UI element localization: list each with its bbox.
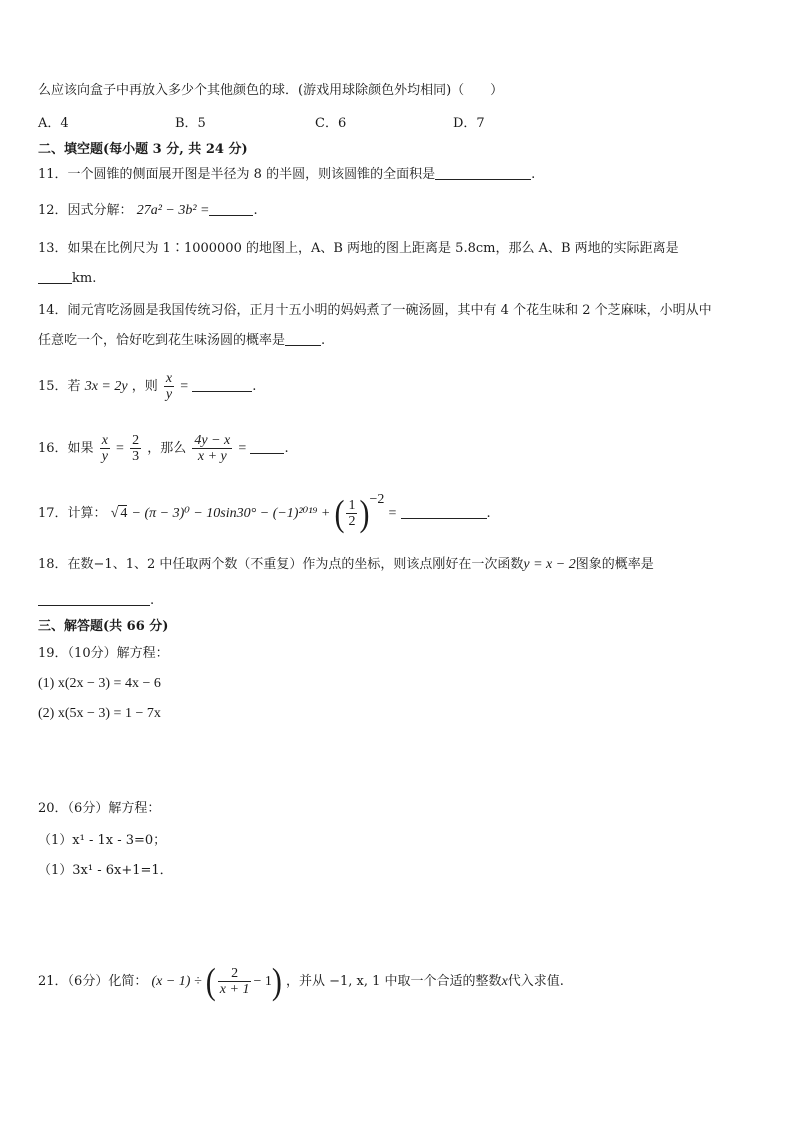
question-21: 21．（6分）化简： (x − 1) ÷ ( $\frac{2}{x + 1}$ − 1) ，并从 −1, x, 1 中取一个合适的整数x代入求值. [38,960,564,1002]
answer-blank [38,593,150,606]
option-c: C．6 [315,116,347,131]
section-2-title: 二、填空题(每小题 3 分, 共 24 分) [38,142,248,157]
question-18-line-1: 18．在数−1、1、2 中任取两个数（不重复）作为点的坐标，则该点刚好在一次函数y = x − 2图象的概率是 [38,557,654,572]
option-d: D．7 [453,116,485,131]
answer-blank [401,506,487,519]
question-19-equation-2: (2) x(5x − 3) = 1 − 7x [38,706,161,721]
question-10-options [38,115,598,133]
question-21-fraction: $\frac{2}{x + 1}$ [219,966,250,997]
section-3-title: 三、解答题(共 66 分) [38,619,169,634]
question-14-line-1: 14．闹元宵吃汤圆是我国传统习俗，正月十五小明的妈妈煮了一碗汤圆，其中有 4 个花生味和 2 个芝麻味，小明从中 [38,303,712,318]
question-19-title: 19．（10分）解方程： [38,646,169,661]
option-b: B．5 [175,116,206,131]
question-14-line-2: 任意吃一个，恰好吃到花生味汤圆的概率是 . [38,333,326,348]
question-17-radicand: 4 [120,506,128,521]
answer-blank [209,203,253,216]
question-12-expression: 27a² − 3b² = [136,203,210,218]
question-20-title: 20．（6分）解方程： [38,801,161,816]
question-17-expression: − (π − 3)⁰ − 10sin30° − (−1)²⁰¹⁹ + [131,506,331,521]
answer-blank [285,333,321,346]
answer-blank [38,271,72,284]
question-17-fraction: $\frac{1}{2}$ [348,498,356,529]
question-16: 16．如果 $\frac{x}{y}$ = $\frac{2}{3}$ ，那么 $\frac{4y - x}{x + y}$ = . [38,433,289,464]
question-17: 17．计算： √ 4 − (π − 3)⁰ − 10sin30° − (−1)²⁰¹⁹ + ( $\frac{1}{2}$ )$^{-2}$ = . [38,492,491,534]
question-15-condition: 3x = 2y [84,379,128,394]
question-15: 15．若 3x = 2y ，则 $\frac{x}{y}$ = . [38,371,257,402]
answer-blank [435,167,531,180]
question-21-expression: (x − 1) ÷ [151,974,202,989]
question-10-tail: 么应该向盒子中再放入多少个其他颜色的球．(游戏用球除颜色外均相同)（ ） [38,83,504,98]
answer-blank [192,379,252,392]
question-13-line-1: 13．如果在比例尺为 1∶1000000 的地图上，A、B 两地的图上距离是 5.8cm，那么 A、B 两地的实际距离是 [38,241,679,256]
answer-blank [250,441,284,454]
question-18-line-2: . [38,592,154,610]
question-16-fraction-2: $\frac{2}{3}$ [132,433,140,464]
question-18-function: y = x − 2 [523,557,576,572]
question-13-line-2: km. [38,270,96,288]
option-a: A．4 [38,116,69,131]
question-20-equation-2: （1）3x¹ - 6x+1=1． [38,863,173,878]
question-11-text: 11．一个圆锥的侧面展开图是半径为 8 的半圆，则该圆锥的全面积是 [38,167,436,182]
question-20-equation-1: （1）x¹ - 1x - 3=0； [38,833,167,848]
question-15-fraction: $\frac{x}{y}$ [165,371,173,402]
question-12-text: 12．因式分解： [38,203,133,218]
question-12: 12．因式分解： 27a² − 3b² = . [38,203,258,218]
question-19-equation-1: (1) x(2x − 3) = 4x − 6 [38,676,161,691]
question-16-fraction-1: $\frac{x}{y}$ [101,433,108,464]
question-16-fraction-3: $\frac{4y - x}{x + y}$ [194,433,231,464]
question-11: 11．一个圆锥的侧面展开图是半径为 8 的半圆，则该圆锥的全面积是 . [38,167,536,182]
